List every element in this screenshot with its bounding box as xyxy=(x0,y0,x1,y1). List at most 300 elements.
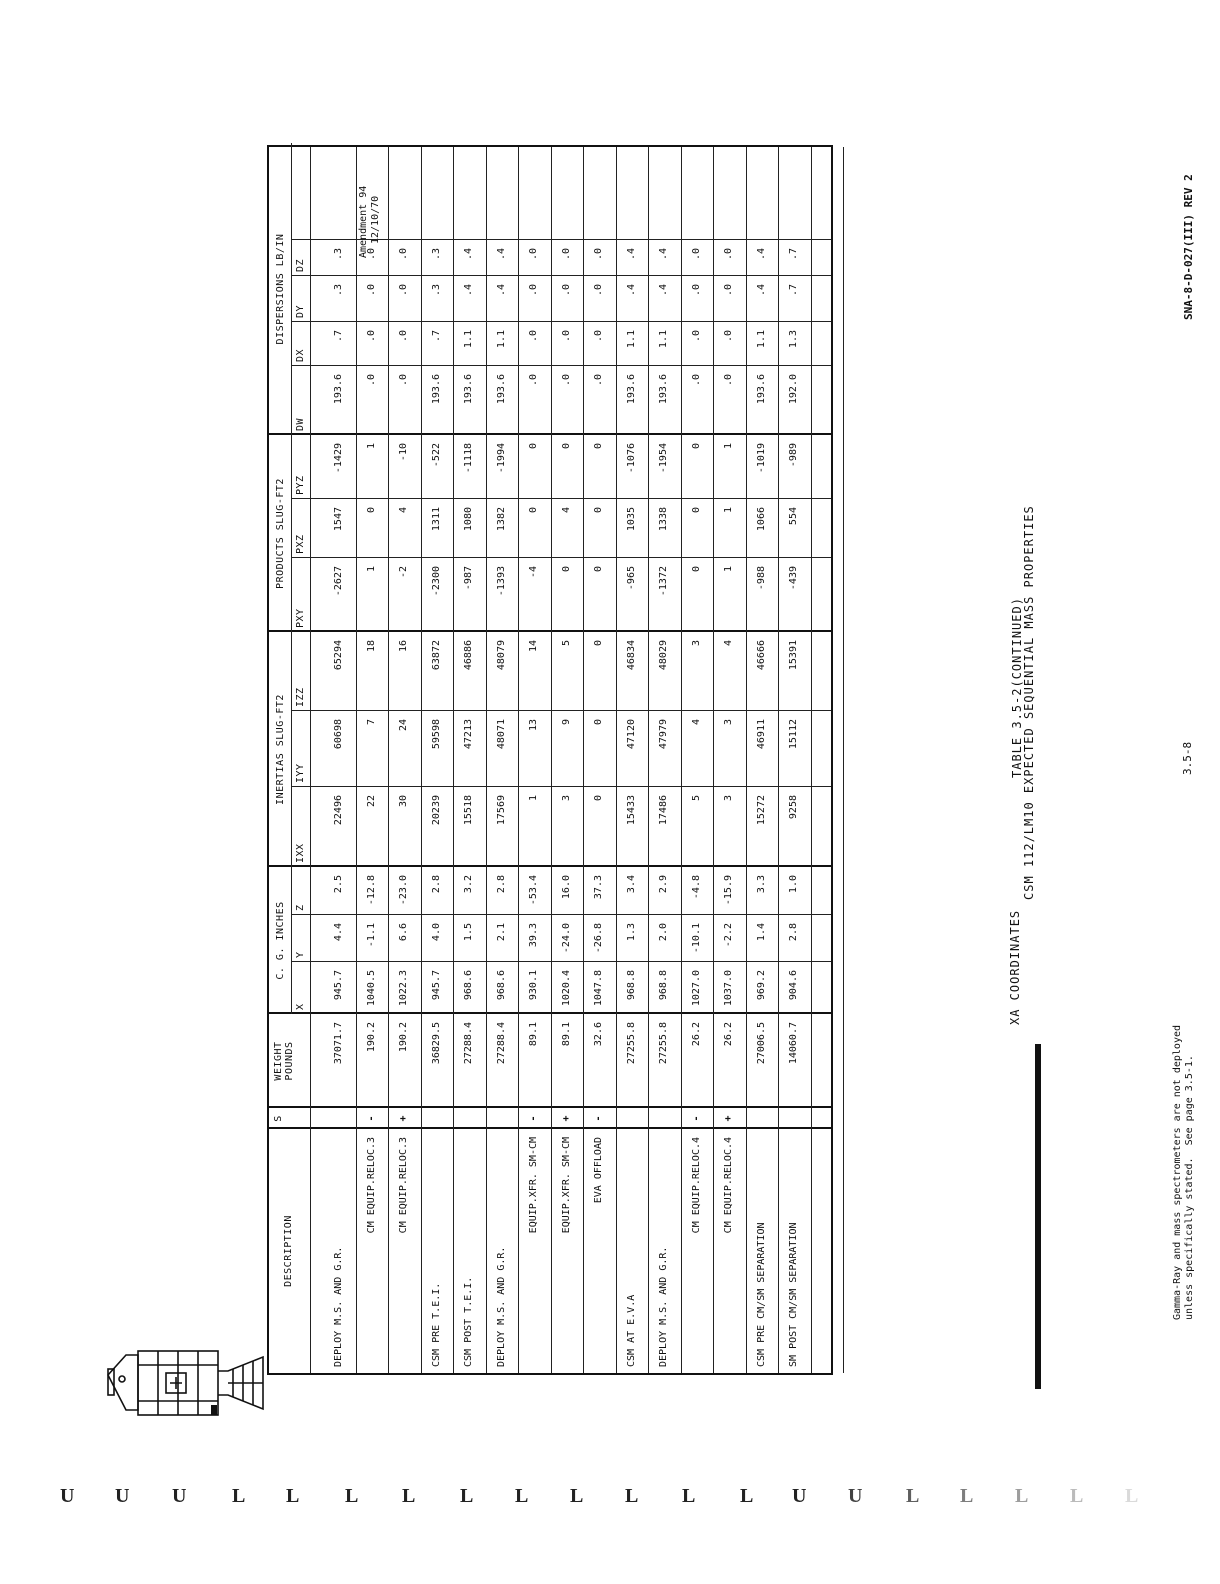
registration-mark: L xyxy=(460,1485,474,1507)
cell-pyz: 0 xyxy=(528,443,539,450)
cell-weight: 26.2 xyxy=(690,1022,702,1047)
cell-dw: .0 xyxy=(398,374,409,387)
cell-y: 6.6 xyxy=(398,923,409,942)
cell-y: 1.3 xyxy=(625,923,637,942)
cell-weight: 37071.7 xyxy=(333,1022,344,1065)
footnote-line-2: unless specifically stated. See page 3.5-1. xyxy=(1184,1055,1195,1320)
row-divider xyxy=(486,147,487,1373)
registration-mark: L xyxy=(515,1485,529,1507)
cell-iyy: 47213 xyxy=(463,719,474,750)
cell-x: 1022.3 xyxy=(398,970,409,1007)
cell-iyy: 47120 xyxy=(625,719,637,750)
cell-pyz: 0 xyxy=(690,443,702,450)
cell-ixx: 20239 xyxy=(430,795,442,826)
registration-mark: L xyxy=(1125,1485,1139,1507)
cell-iyy: 48071 xyxy=(495,719,507,750)
cell-weight: 190.2 xyxy=(365,1022,377,1053)
cell-z: 1.0 xyxy=(788,875,799,894)
cell-ixx: 1 xyxy=(528,795,539,802)
cell-pxz: 0 xyxy=(690,507,702,514)
cell-dy: .0 xyxy=(528,284,539,297)
cell-ixx: 0 xyxy=(593,795,604,802)
cell-weight: 27288.4 xyxy=(495,1022,507,1065)
cell-dz: .0 xyxy=(398,248,409,261)
cell-z: 16.0 xyxy=(560,875,572,900)
revision-bar xyxy=(1035,1044,1041,1389)
header-z: Z xyxy=(295,904,306,911)
cell-dz: .0 xyxy=(560,248,572,261)
cell-dw: .0 xyxy=(560,374,572,387)
header-products-group: PRODUCTS SLUG-FT2 xyxy=(275,478,286,589)
cell-pxy: 1 xyxy=(723,566,734,573)
cell-dy: .4 xyxy=(625,284,637,297)
cell-weight: 14060.7 xyxy=(788,1022,799,1065)
cell-ixx: 9258 xyxy=(788,795,799,820)
cell-z: 37.3 xyxy=(593,875,604,900)
group-header-divider xyxy=(291,632,292,867)
cell-desc: CM EQUIP.RELOC.3 xyxy=(365,1137,377,1234)
cell-pxz: 0 xyxy=(593,507,604,514)
cell-dx: 1.1 xyxy=(755,330,767,349)
column-divider xyxy=(291,239,831,240)
row-divider xyxy=(356,147,357,1373)
cell-pxy: -2627 xyxy=(333,566,344,597)
registration-mark: U xyxy=(115,1485,130,1507)
cell-y: 1.4 xyxy=(755,923,767,942)
cell-weight: 27288.4 xyxy=(463,1022,474,1065)
cell-dw: 193.6 xyxy=(495,374,507,405)
cell-desc: DEPLOY M.S. AND G.R. xyxy=(658,1246,669,1367)
registration-mark: U xyxy=(848,1485,863,1507)
cell-pxy: 0 xyxy=(690,566,702,573)
cell-dy: .0 xyxy=(690,284,702,297)
registration-mark: L xyxy=(960,1485,974,1507)
registration-mark: U xyxy=(792,1485,807,1507)
cell-ixx: 15272 xyxy=(755,795,767,826)
page-number: 3.5-8 xyxy=(1181,741,1194,775)
cell-pxz: 0 xyxy=(528,507,539,514)
cell-z: 2.5 xyxy=(333,875,344,894)
cell-x: 1040.5 xyxy=(365,970,377,1007)
amendment-number: Amendment 94 xyxy=(358,185,369,258)
cell-weight: 190.2 xyxy=(398,1022,409,1053)
cell-ixx: 30 xyxy=(398,795,409,808)
scan-registration-marks xyxy=(60,1485,1160,1515)
header-dy: DY xyxy=(295,304,306,318)
header-divider xyxy=(310,147,311,1373)
header-pyz: PYZ xyxy=(295,475,306,495)
row-divider xyxy=(518,147,519,1373)
cell-desc: CSM PRE CM/SM SEPARATION xyxy=(755,1222,767,1367)
cell-iyy: 46911 xyxy=(755,719,767,750)
cell-dw: 193.6 xyxy=(755,374,767,405)
header-cg-group: C. G. INCHES xyxy=(275,901,286,980)
cell-x: 930.1 xyxy=(528,970,539,1001)
cell-dx: .7 xyxy=(430,330,442,343)
cell-pxy: -1393 xyxy=(495,566,507,597)
cell-iyy: 60698 xyxy=(333,719,344,750)
cell-dx: .0 xyxy=(690,330,702,343)
cell-y: -26.8 xyxy=(593,923,604,954)
cell-izz: 46666 xyxy=(755,640,767,671)
cell-pxz: 0 xyxy=(365,507,377,514)
header-dz: DZ xyxy=(295,258,306,272)
cell-x: 968.6 xyxy=(495,970,507,1001)
cell-z: -15.9 xyxy=(723,875,734,906)
cell-z: 3.3 xyxy=(755,875,767,894)
cell-y: 39.3 xyxy=(528,923,539,948)
csm-spacecraft-icon xyxy=(78,1345,278,1420)
cell-weight: 89.1 xyxy=(528,1022,539,1047)
cell-z: -4.8 xyxy=(690,875,702,900)
row-divider xyxy=(388,147,389,1373)
cell-dw: .0 xyxy=(593,374,604,387)
cell-pxy: -965 xyxy=(625,566,637,591)
cell-dw: 192.0 xyxy=(788,374,799,405)
row-divider xyxy=(616,147,617,1373)
registration-mark: L xyxy=(1015,1485,1029,1507)
cell-dw: .0 xyxy=(528,374,539,387)
cell-y: 2.8 xyxy=(788,923,799,942)
cell-y: -10.1 xyxy=(690,923,702,954)
cell-pxy: 0 xyxy=(593,566,604,573)
header-inertias-group: INERTIAS SLUG-FT2 xyxy=(275,694,286,805)
row-divider xyxy=(681,147,682,1373)
cell-z: 2.8 xyxy=(495,875,507,894)
cell-pyz: -10 xyxy=(398,443,409,462)
cell-dx: 1.3 xyxy=(788,330,799,349)
cell-dy: .3 xyxy=(430,284,442,297)
registration-mark: L xyxy=(570,1485,584,1507)
cell-ixx: 3 xyxy=(723,795,734,802)
cell-dz: .4 xyxy=(755,248,767,261)
cell-dz: .0 xyxy=(365,248,377,261)
cell-y: 2.0 xyxy=(658,923,669,942)
cell-pyz: 0 xyxy=(593,443,604,450)
cell-ixx: 22496 xyxy=(333,795,344,826)
cell-dy: .0 xyxy=(365,284,377,297)
registration-mark: L xyxy=(906,1485,920,1507)
cell-pxy: -988 xyxy=(755,566,767,591)
cell-x: 1027.0 xyxy=(690,970,702,1007)
cell-dx: .0 xyxy=(560,330,572,343)
cell-pxz: 1547 xyxy=(333,507,344,532)
cell-pxy: -987 xyxy=(463,566,474,591)
cell-dw: 193.6 xyxy=(430,374,442,405)
cell-pyz: -1994 xyxy=(495,443,507,474)
header-weight-units: POUNDS xyxy=(284,1041,295,1081)
cell-dx: .0 xyxy=(593,330,604,343)
cell-dw: 193.6 xyxy=(658,374,669,405)
cell-desc: CSM POST T.E.I. xyxy=(463,1276,474,1367)
cell-izz: 15391 xyxy=(788,640,799,671)
cell-pxz: 1382 xyxy=(495,507,507,532)
cell-izz: 0 xyxy=(593,640,604,647)
cell-iyy: 24 xyxy=(398,719,409,732)
cell-pyz: -1118 xyxy=(463,443,474,474)
cell-y: 2.1 xyxy=(495,923,507,942)
cell-iyy: 9 xyxy=(560,719,572,726)
cell-dz: .3 xyxy=(333,248,344,261)
cell-dy: .4 xyxy=(495,284,507,297)
cell-desc: EVA OFFLOAD xyxy=(593,1137,604,1204)
cell-dw: .0 xyxy=(690,374,702,387)
cell-pyz: -522 xyxy=(430,443,442,468)
row-divider xyxy=(421,147,422,1373)
row-divider xyxy=(778,147,779,1373)
cell-dz: .4 xyxy=(495,248,507,261)
cell-iyy: 13 xyxy=(528,719,539,732)
cell-weight: 27255.8 xyxy=(625,1022,637,1065)
cell-izz: 5 xyxy=(560,640,572,647)
cell-x: 968.8 xyxy=(658,970,669,1001)
cell-pyz: 1 xyxy=(723,443,734,450)
cell-z: 2.8 xyxy=(430,875,442,894)
amendment-date: 12/10/70 xyxy=(370,195,381,244)
cell-pyz: -1076 xyxy=(625,443,637,474)
cell-dx: 1.1 xyxy=(495,330,507,349)
cell-y: 1.5 xyxy=(463,923,474,942)
cell-x: 1047.8 xyxy=(593,970,604,1007)
cell-desc: CM EQUIP.RELOC.4 xyxy=(723,1137,734,1234)
header-dw: DW xyxy=(295,417,306,431)
header-izz: IZZ xyxy=(295,687,306,707)
cell-desc: DEPLOY M.S. AND G.R. xyxy=(333,1246,344,1367)
cell-izz: 18 xyxy=(365,640,377,653)
cell-pxz: 1338 xyxy=(658,507,669,532)
cell-x: 904.6 xyxy=(788,970,799,1001)
cell-pyz: -989 xyxy=(788,443,799,468)
header-weight: WEIGHT xyxy=(273,1041,284,1081)
cell-dy: .0 xyxy=(560,284,572,297)
cell-s: - xyxy=(528,1115,539,1122)
cell-pxy: 1 xyxy=(365,566,377,573)
cell-pxz: 4 xyxy=(398,507,409,514)
cell-desc: DEPLOY M.S. AND G.R. xyxy=(495,1246,507,1367)
header-s: S xyxy=(273,1115,284,1122)
registration-mark: L xyxy=(232,1485,246,1507)
cell-y: 4.4 xyxy=(333,923,344,942)
cell-x: 945.7 xyxy=(333,970,344,1001)
cell-dx: .0 xyxy=(528,330,539,343)
cell-ixx: 5 xyxy=(690,795,702,802)
cell-izz: 14 xyxy=(528,640,539,653)
cell-y: -24.0 xyxy=(560,923,572,954)
cell-dz: .4 xyxy=(625,248,637,261)
cell-y: -2.2 xyxy=(723,923,734,948)
cell-x: 1037.0 xyxy=(723,970,734,1007)
cell-x: 1020.4 xyxy=(560,970,572,1007)
cell-izz: 63872 xyxy=(430,640,442,671)
header-description: DESCRIPTION xyxy=(283,1215,294,1287)
xa-coordinates-label: XA COORDINATES xyxy=(1008,909,1022,1025)
cell-dw: 193.6 xyxy=(333,374,344,405)
cell-dz: .7 xyxy=(788,248,799,261)
cell-dz: .0 xyxy=(690,248,702,261)
cell-desc: CM EQUIP.RELOC.3 xyxy=(398,1137,409,1234)
group-header-divider xyxy=(291,867,292,1014)
cell-x: 945.7 xyxy=(430,970,442,1001)
cell-pyz: 1 xyxy=(365,443,377,450)
cell-pxy: -2 xyxy=(398,566,409,579)
cell-pyz: -1019 xyxy=(755,443,767,474)
cell-ixx: 15518 xyxy=(463,795,474,826)
cell-pxy: -4 xyxy=(528,566,539,579)
cell-pxy: 0 xyxy=(560,566,572,573)
cell-dw: 193.6 xyxy=(625,374,637,405)
header-x: X xyxy=(295,1003,306,1010)
cell-pxz: 1066 xyxy=(755,507,767,532)
registration-mark: L xyxy=(682,1485,696,1507)
cell-ixx: 3 xyxy=(560,795,572,802)
cell-weight: 89.1 xyxy=(560,1022,572,1047)
cell-iyy: 0 xyxy=(593,719,604,726)
cell-dz: .4 xyxy=(463,248,474,261)
row-divider xyxy=(746,147,747,1373)
cell-s: - xyxy=(690,1115,702,1122)
cell-dw: .0 xyxy=(723,374,734,387)
table-subtitle: CSM 112/LM10 EXPECTED SEQUENTIAL MASS PROPERTIES xyxy=(1022,505,1036,900)
cell-weight: 32.6 xyxy=(593,1022,604,1047)
header-dx: DX xyxy=(295,348,306,362)
cell-s: - xyxy=(365,1115,377,1122)
cell-pxz: 554 xyxy=(788,507,799,526)
row-divider xyxy=(453,147,454,1373)
cell-pxz: 1080 xyxy=(463,507,474,532)
cell-izz: 48029 xyxy=(658,640,669,671)
cell-z: -53.4 xyxy=(528,875,539,906)
cell-izz: 46834 xyxy=(625,640,637,671)
cell-pxz: 1311 xyxy=(430,507,442,532)
row-divider xyxy=(551,147,552,1373)
row-divider xyxy=(648,147,649,1373)
cell-pyz: -1429 xyxy=(333,443,344,474)
cell-desc: CSM AT E.V.A xyxy=(625,1294,637,1367)
cell-ixx: 22 xyxy=(365,795,377,808)
cell-s: + xyxy=(398,1115,409,1122)
cell-dy: .3 xyxy=(333,284,344,297)
cell-dx: .0 xyxy=(365,330,377,343)
cell-z: 3.4 xyxy=(625,875,637,894)
cell-s: - xyxy=(593,1115,604,1122)
cell-weight: 27255.8 xyxy=(658,1022,669,1065)
cell-dx: .0 xyxy=(398,330,409,343)
cell-desc: EQUIP.XFR. SM-CM xyxy=(528,1137,539,1234)
cell-weight: 27006.5 xyxy=(755,1022,767,1065)
header-pxz: PXZ xyxy=(295,534,306,554)
cell-pxy: -439 xyxy=(788,566,799,591)
cell-pxy: -1372 xyxy=(658,566,669,597)
row-divider xyxy=(713,147,714,1373)
cell-dz: .0 xyxy=(528,248,539,261)
cell-dz: .0 xyxy=(593,248,604,261)
cell-dz: .0 xyxy=(723,248,734,261)
cell-pxz: 1035 xyxy=(625,507,637,532)
cell-dy: .4 xyxy=(463,284,474,297)
cell-desc: SM POST CM/SM SEPARATION xyxy=(788,1222,799,1367)
registration-mark: L xyxy=(625,1485,639,1507)
cell-dw: .0 xyxy=(365,374,377,387)
cell-s: + xyxy=(723,1115,734,1122)
mass-properties-table xyxy=(267,145,833,1375)
cell-iyy: 47979 xyxy=(658,719,669,750)
cell-izz: 48079 xyxy=(495,640,507,671)
row-divider xyxy=(811,147,812,1373)
cell-izz: 46886 xyxy=(463,640,474,671)
registration-mark: L xyxy=(345,1485,359,1507)
header-dispersions-group: DISPERSIONS LB/IN xyxy=(275,233,286,345)
cell-pyz: 0 xyxy=(560,443,572,450)
header-ixx: IXX xyxy=(295,843,306,863)
cell-x: 968.6 xyxy=(463,970,474,1001)
footnote-line-1: Gamma-Ray and mass spectrometers are not deployed xyxy=(1172,1024,1183,1320)
cell-s: + xyxy=(560,1115,572,1122)
cell-dx: 1.1 xyxy=(658,330,669,349)
cell-dx: 1.1 xyxy=(625,330,637,349)
cell-dz: .4 xyxy=(658,248,669,261)
cell-ixx: 15433 xyxy=(625,795,637,826)
cell-iyy: 4 xyxy=(690,719,702,726)
cell-iyy: 15112 xyxy=(788,719,799,750)
registration-mark: L xyxy=(1070,1485,1084,1507)
cell-izz: 65294 xyxy=(333,640,344,671)
cell-ixx: 17486 xyxy=(658,795,669,826)
registration-mark: L xyxy=(286,1485,300,1507)
registration-mark: L xyxy=(740,1485,754,1507)
cell-izz: 16 xyxy=(398,640,409,653)
cell-pyz: -1954 xyxy=(658,443,669,474)
cell-izz: 3 xyxy=(690,640,702,647)
cell-x: 968.8 xyxy=(625,970,637,1001)
cell-izz: 4 xyxy=(723,640,734,647)
cell-z: 2.9 xyxy=(658,875,669,894)
cell-z: 3.2 xyxy=(463,875,474,894)
table-title: TABLE 3.5-2(CONTINUED) xyxy=(1010,597,1024,778)
cell-iyy: 59598 xyxy=(430,719,442,750)
row-divider xyxy=(843,147,844,1373)
document-number: SNA-8-D-027(III) REV 2 xyxy=(1182,174,1195,320)
cell-desc: CSM PRE T.E.I. xyxy=(430,1282,442,1367)
cell-pxz: 4 xyxy=(560,507,572,514)
cell-dy: .0 xyxy=(398,284,409,297)
cell-x: 969.2 xyxy=(755,970,767,1001)
header-pxy: PXY xyxy=(295,608,306,628)
cell-dy: .0 xyxy=(723,284,734,297)
header-iyy: IYY xyxy=(295,763,306,783)
cell-z: -23.0 xyxy=(398,875,409,906)
registration-mark: L xyxy=(402,1485,416,1507)
cell-dw: 193.6 xyxy=(463,374,474,405)
cell-dy: .4 xyxy=(658,284,669,297)
cell-weight: 26.2 xyxy=(723,1022,734,1047)
cell-desc: CM EQUIP.RELOC.4 xyxy=(690,1137,702,1234)
cell-dx: 1.1 xyxy=(463,330,474,349)
cell-iyy: 3 xyxy=(723,719,734,726)
cell-dy: .7 xyxy=(788,284,799,297)
cell-pxy: -2300 xyxy=(430,566,442,597)
group-header-divider xyxy=(291,143,292,435)
cell-weight: 36829.5 xyxy=(430,1022,442,1065)
cell-dy: .4 xyxy=(755,284,767,297)
cell-desc: EQUIP.XFR. SM-CM xyxy=(560,1137,572,1234)
cell-dx: .0 xyxy=(723,330,734,343)
cell-y: -1.1 xyxy=(365,923,377,948)
cell-dx: .7 xyxy=(333,330,344,343)
group-header-divider xyxy=(291,435,292,632)
registration-mark: U xyxy=(60,1485,75,1507)
cell-y: 4.0 xyxy=(430,923,442,942)
cell-pxz: 1 xyxy=(723,507,734,514)
